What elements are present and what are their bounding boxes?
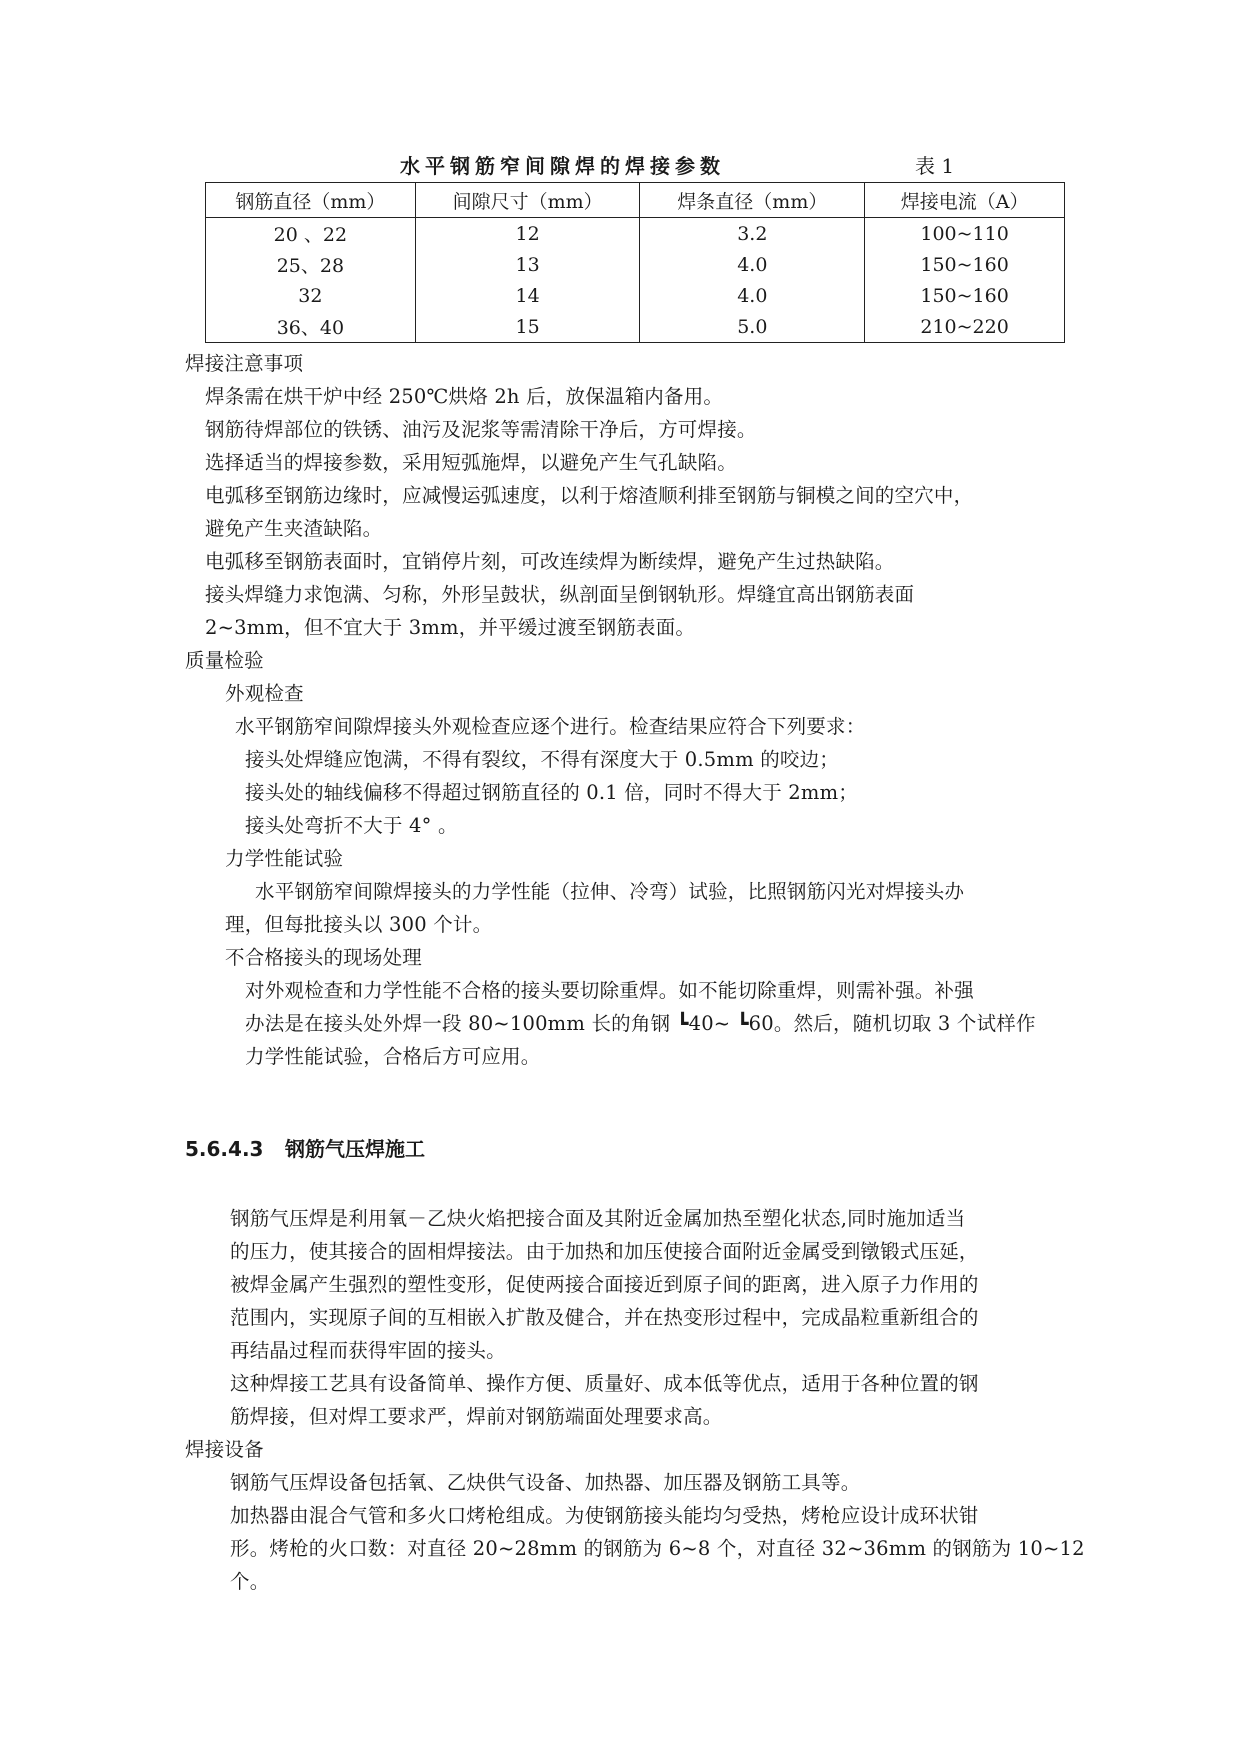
table-header-cell: 焊条直径（mm）: [640, 183, 865, 218]
text-line: 再结晶过程而获得牢固的接头。: [230, 1339, 506, 1362]
table-cell: 36、40: [206, 311, 416, 343]
text-line: 接头处弯折不大于 4° 。: [245, 814, 458, 837]
table-row: [206, 218, 1065, 250]
table-row: [206, 249, 1065, 280]
subheading-mechanical-test: 力学性能试验: [225, 847, 344, 870]
section-number: 5.6.4.3: [185, 1137, 264, 1161]
text-line: 个。: [230, 1570, 270, 1593]
table-cell: 25、28: [206, 249, 416, 280]
text-line: 对外观检查和力学性能不合格的接头要切除重焊。如不能切除重焊，则需补强。补强: [245, 979, 974, 1002]
table-cell: 4.0: [640, 249, 865, 280]
text-line: 加热器由混合气管和多火口烤枪组成。为使钢筋接头能均匀受热，烤枪应设计成环状钳: [230, 1504, 979, 1527]
table-caption: [205, 150, 1065, 182]
text-line: 理，但每批接头以 300 个计。: [225, 913, 493, 936]
text-line: 焊条需在烘干炉中经 250℃烘烙 2h 后，放保温箱内备用。: [205, 385, 724, 408]
text-line: 钢筋气压焊设备包括氧、乙炔供气设备、加热器、加压器及钢筋工具等。: [230, 1471, 861, 1494]
table-cell: 20 、22: [206, 218, 416, 250]
text-line: 办法是在接头处外焊一段 80~100mm 长的角钢 ┗40~ ┗60。然后，随机切取 3 个试样作: [245, 1012, 1036, 1035]
section-heading: [185, 1133, 425, 1162]
text-line: 筋焊接，但对焊工要求严，焊前对钢筋端面处理要求高。: [230, 1405, 723, 1428]
table-cell: 32: [206, 280, 416, 311]
text-line: 被焊金属产生强烈的塑性变形，促使两接合面接近到原子间的距离，进入原子力作用的: [230, 1273, 979, 1296]
text-line: 接头处焊缝应饱满，不得有裂纹，不得有深度大于 0.5mm 的咬边；: [245, 748, 839, 771]
text-line: 力学性能试验，合格后方可应用。: [245, 1045, 541, 1068]
text-line: 形。烤枪的火口数：对直径 20~28mm 的钢筋为 6~8 个，对直径 32~36mm 的钢筋为 10~12: [230, 1537, 1085, 1560]
table-cell: 3.2: [640, 218, 865, 250]
text-line: 电弧移至钢筋表面时，宜销停片刻，可改连续焊为断续焊，避免产生过热缺陷。: [205, 550, 895, 573]
table-cell: 150~160: [865, 280, 1065, 311]
table-number: 表 1: [915, 154, 955, 178]
subheading-welding-notes: 焊接注意事项: [185, 352, 304, 375]
table-cell: 12: [415, 218, 640, 250]
table-row: [206, 311, 1065, 343]
subheading-quality-inspection: 质量检验: [185, 649, 264, 672]
section-title: 钢筋气压焊施工: [285, 1137, 425, 1161]
text-line: 钢筋气压焊是利用氧－乙炔火焰把接合面及其附近金属加热至塑化状态,同时施加适当: [230, 1207, 966, 1230]
text-line: 范围内，实现原子间的互相嵌入扩散及健合，并在热变形过程中，完成晶粒重新组合的: [230, 1306, 979, 1329]
text-line: 接头焊缝力求饱满、匀称，外形呈鼓状，纵剖面呈倒钢轨形。焊缝宜高出钢筋表面: [205, 583, 915, 606]
table-cell: 4.0: [640, 280, 865, 311]
table-header-cell: 钢筋直径（mm）: [206, 183, 416, 218]
table-cell: 13: [415, 249, 640, 280]
text-line: 水平钢筋窄间隙焊接头的力学性能（拉伸、冷弯）试验，比照钢筋闪光对焊接头办: [255, 880, 965, 903]
text-line: 选择适当的焊接参数，采用短弧施焊，以避免产生气孔缺陷。: [205, 451, 737, 474]
table-cell: 210~220: [865, 311, 1065, 343]
table-header-row: [206, 183, 1065, 218]
subheading-welding-equipment: 焊接设备: [185, 1438, 264, 1461]
table-cell: 15: [415, 311, 640, 343]
text-line: 接头处的轴线偏移不得超过钢筋直径的 0.1 倍，同时不得大于 2mm；: [245, 781, 858, 804]
table-cell: 100~110: [865, 218, 1065, 250]
table-title: 水平钢筋窄间隙焊的焊接参数: [400, 154, 725, 178]
text-line: 2~3mm，但不宜大于 3mm，并平缓过渡至钢筋表面。: [205, 616, 696, 639]
welding-parameters-table: [205, 182, 1065, 343]
subheading-visual-inspection: 外观检查: [225, 682, 304, 705]
table-header-cell: 间隙尺寸（mm）: [415, 183, 640, 218]
table-cell: 14: [415, 280, 640, 311]
table-row: [206, 280, 1065, 311]
text-line: 的压力，使其接合的固相焊接法。由于加热和加压使接合面附近金属受到镦锻式压延，: [230, 1240, 979, 1263]
table-cell: 150~160: [865, 249, 1065, 280]
table-header-cell: 焊接电流（A）: [865, 183, 1065, 218]
table-cell: 5.0: [640, 311, 865, 343]
text-line: 钢筋待焊部位的铁锈、油污及泥浆等需清除干净后，方可焊接。: [205, 418, 757, 441]
text-line: 电弧移至钢筋边缘时，应减慢运弧速度，以利于熔渣顺利排至钢筋与铜模之间的空穴中，: [205, 484, 974, 507]
subheading-defective-joints: 不合格接头的现场处理: [225, 946, 423, 969]
text-line: 避免产生夹渣缺陷。: [205, 517, 383, 540]
text-line: 这种焊接工艺具有设备简单、操作方便、质量好、成本低等优点，适用于各种位置的钢: [230, 1372, 979, 1395]
text-line: 水平钢筋窄间隙焊接头外观检查应逐个进行。检查结果应符合下列要求：: [235, 715, 866, 738]
